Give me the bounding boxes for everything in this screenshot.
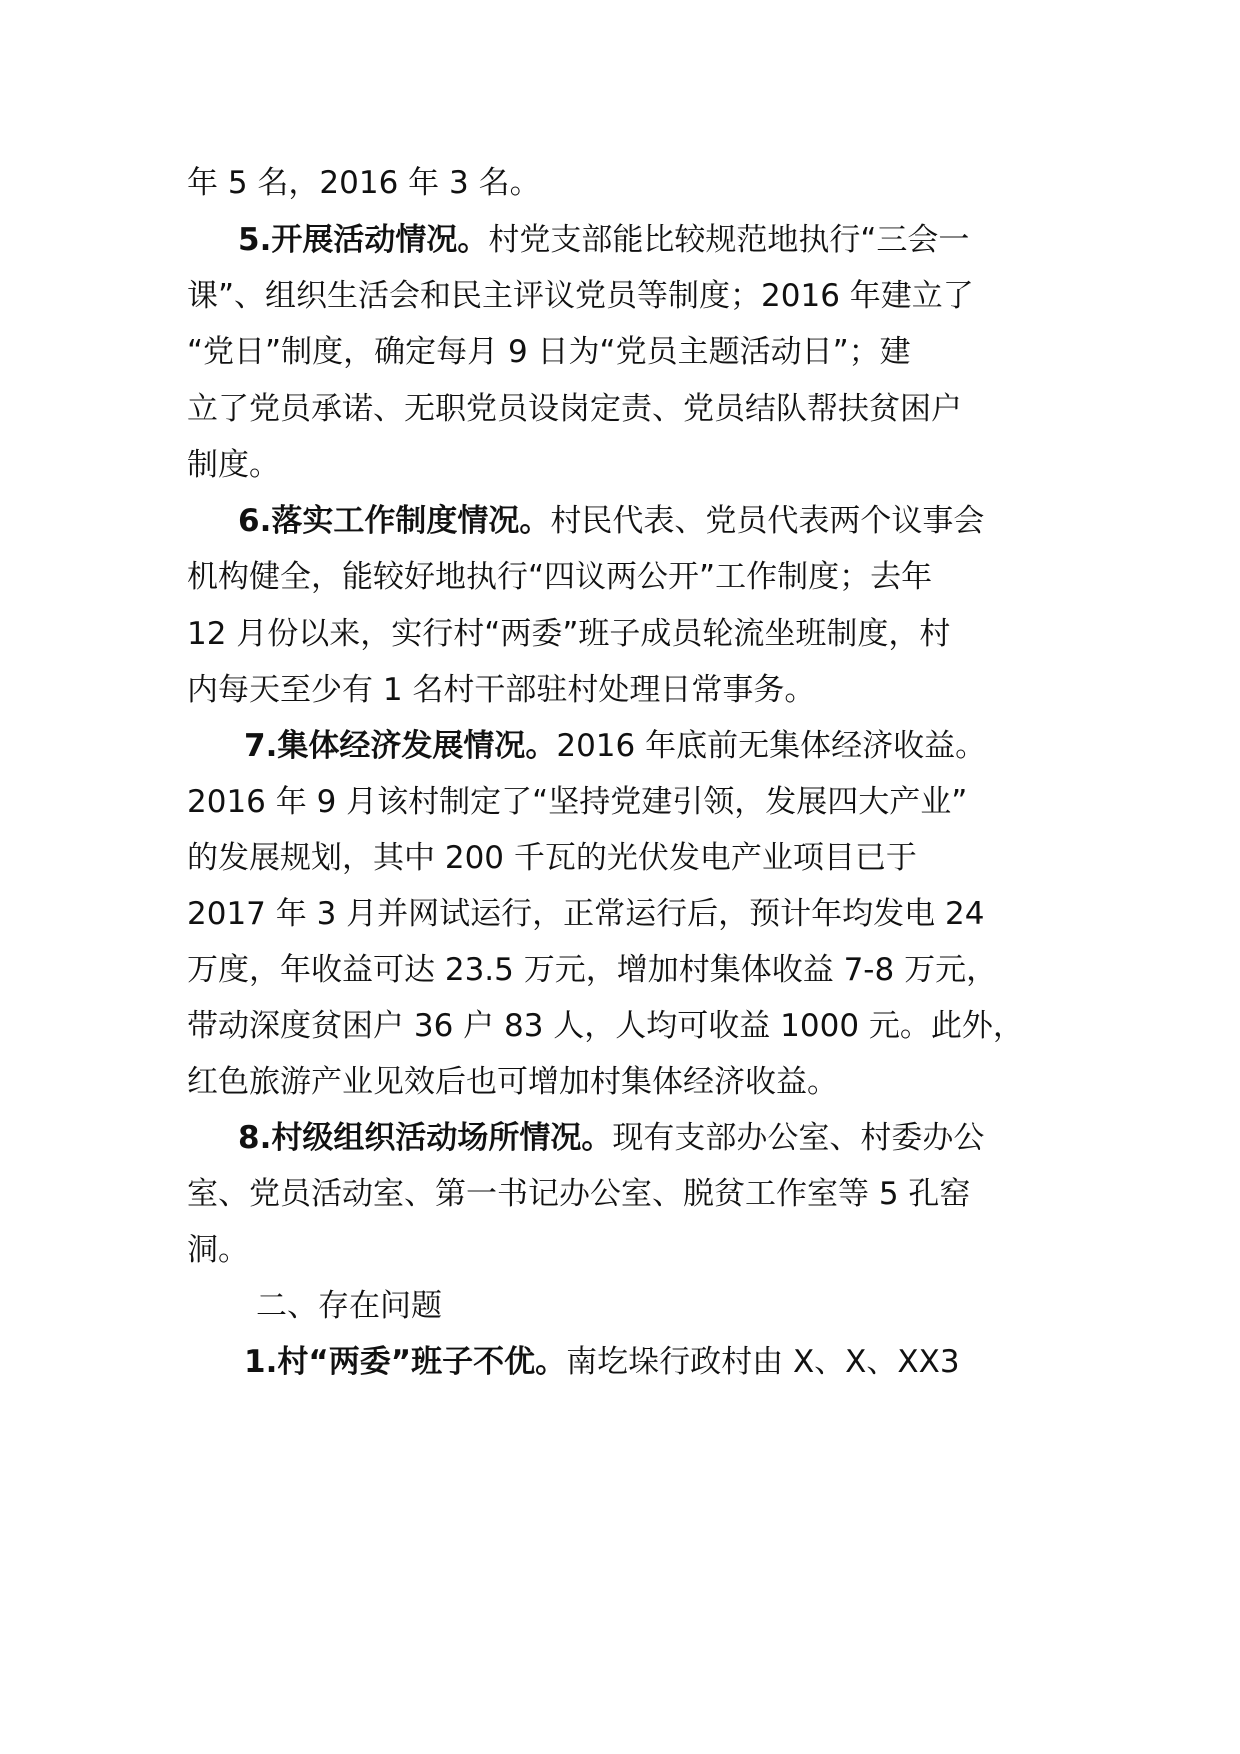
paragraph-line xyxy=(187,1174,970,1214)
paragraph-line xyxy=(187,163,541,203)
line-text: 的发展规划，其中 200 千瓦的光伏发电产业项目已于 xyxy=(187,840,917,876)
section-heading: 5.开展活动情况。 xyxy=(238,222,489,258)
line-text: 课”、组织生活会和民主评议党员等制度；2016 年建立了 xyxy=(187,278,974,314)
line-text: 2016 年底前无集体经济收益。 xyxy=(556,728,987,764)
line-text: 2017 年 3 月并网试运行，正常运行后，预计年均发电 24 xyxy=(187,896,985,932)
paragraph-line xyxy=(238,220,969,260)
paragraph-line xyxy=(187,276,974,316)
paragraph-line xyxy=(238,501,984,541)
paragraph-line xyxy=(187,557,932,597)
paragraph-line xyxy=(238,1118,984,1158)
line-text: 现有支部办公室、村委办公 xyxy=(612,1120,985,1156)
paragraph-line xyxy=(187,894,984,934)
line-text: 室、党员活动室、第一书记办公室、脱贫工作室等 5 孔窑 xyxy=(187,1176,971,1212)
paragraph-line xyxy=(187,445,280,485)
line-text: “党日”制度，确定每月 9 日为“党员主题活动日”；建 xyxy=(187,334,911,370)
line-text: 12 月份以来，实行村“两委”班子成员轮流坐班制度，村 xyxy=(187,616,951,652)
line-text: 洞。 xyxy=(187,1232,249,1268)
paragraph-line xyxy=(187,614,950,654)
line-text: 2016 年 9 月该村制定了“坚持党建引领，发展四大产业” xyxy=(187,784,968,820)
paragraph-line xyxy=(187,670,815,710)
paragraph-line xyxy=(187,389,962,429)
line-text: 南圪垛行政村由 X、X、XX3 xyxy=(566,1344,960,1380)
section-title xyxy=(256,1286,442,1326)
line-text: 村党支部能比较规范地执行“三会一 xyxy=(488,222,970,258)
paragraph-line xyxy=(244,1342,960,1382)
line-text: 制度。 xyxy=(187,447,280,483)
paragraph-line xyxy=(187,1062,838,1102)
section-heading: 8.村级组织活动场所情况。 xyxy=(238,1120,613,1156)
section-heading: 7.集体经济发展情况。 xyxy=(244,728,557,764)
line-text: 内每天至少有 1 名村干部驻村处理日常事务。 xyxy=(187,672,816,708)
paragraph-line xyxy=(187,838,917,878)
paragraph-line xyxy=(187,950,997,990)
line-text: 机构健全，能较好地执行“四议两公开”工作制度；去年 xyxy=(187,559,933,595)
line-text: 二、存在问题 xyxy=(256,1288,442,1324)
line-text: 红色旅游产业见效后也可增加村集体经济收益。 xyxy=(187,1064,838,1100)
line-text: 立了党员承诺、无职党员设岗定责、党员结队帮扶贫困户 xyxy=(187,391,962,427)
paragraph-line xyxy=(187,332,911,372)
paragraph-line xyxy=(187,1230,249,1270)
paragraph-line xyxy=(244,726,986,766)
paragraph-line xyxy=(187,782,967,822)
line-text: 年 5 名，2016 年 3 名。 xyxy=(187,165,541,201)
line-text: 村民代表、党员代表两个议事会 xyxy=(550,503,985,539)
line-text: 带动深度贫困户 36 户 83 人，人均可收益 1000 元。此外， xyxy=(187,1008,1024,1044)
section-heading: 1.村“两委”班子不优。 xyxy=(244,1344,567,1380)
paragraph-line xyxy=(187,1006,1024,1046)
line-text: 万度，年收益可达 23.5 万元，增加村集体收益 7-8 万元， xyxy=(187,952,998,988)
section-heading: 6.落实工作制度情况。 xyxy=(238,503,551,539)
